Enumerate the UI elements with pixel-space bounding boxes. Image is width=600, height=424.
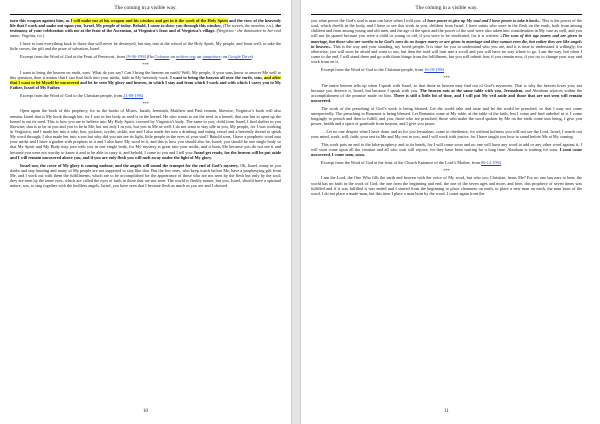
text: This work puts an end to the false-prophecy and to its heads, for I will come soon and no one will have any word to add or any other word against it. I will soon come upon all the creation and all who wait will rejoice, for they have been waiting for a long time. Abraham is waiting for sons.	[311, 141, 582, 152]
bold-text: turn this weapon against him, as	[10, 18, 71, 23]
text: Excerpt from the Word of God to the Christian people, from	[20, 92, 124, 98]
cuframe-link[interactable]: Cuframe	[154, 54, 170, 60]
text: ; on	[220, 54, 229, 60]
section-divider: ***	[142, 100, 149, 106]
bold-text: I soon come uncovered. I come soon, soon.	[311, 147, 582, 158]
section-divider: ***	[443, 167, 450, 173]
paragraph: The work of the preaching of God’s work is being blessed. Let the world take and taste and let the world be preached, so that I may not come unexpectedly. The preaching to Romania is being blessed. Let Romania come at My table, at the table of the faith; lest I come and find unbelief in it. I come longingly to preach and then to fulfill, and you, those who are preached, those who make the word spoken by Me on the earth come into being, I give you power, health and a spirit of gratitude from heaven, and I give you peace.	[311, 105, 582, 127]
excerpt-source	[10, 54, 281, 59]
text: I want to bring the heaven on earth, sons. What do you say? Can I bring the heaven on earth? Well, My people, if your sons know to answer Me well to this question, then it means that I can find faith into your midst, faith in My heavenly work.	[10, 69, 281, 80]
text: )	[251, 54, 253, 60]
paragraph	[10, 70, 281, 91]
bold-italic-text: «The sons of this age marry and are given in marriage, but those who are worthy to be God’s sons do no longer marry or are given in marriage and they cannot even die, but rather they are like angels in heaven».	[311, 33, 582, 49]
text: )	[42, 33, 45, 39]
section-divider: ***	[443, 74, 450, 80]
jumpsiture-link[interactable]: jumpsiture	[202, 54, 221, 60]
paragraph	[311, 142, 582, 157]
text: Oh, Israel, many in you doubt and stay hunting and many of My people are not supposed to stay like that. But the few ones, who keep watch before Me, have a prophesying gift from Me, and I work out with them the fulfillments, which are to be accomplished for the appearance of those who are not seen by the flesh but only by the soul; they are seen by the inner eyes, which are called the eyes of faith in those that are not seen. The world is fleshly nature, but you, Israel, should have a spiritual nature, son, to sing together with the bodiless angels. Israel, you have seen that I became flesh as much as you are and I showed	[10, 162, 281, 189]
section-divider: ***	[142, 61, 149, 67]
date-link[interactable]: 21-08-1994	[123, 92, 144, 98]
page-gutter	[292, 0, 300, 424]
text: Excerpt from the Word of God at the feast of the Church Entrance of the Lord’s Mother, from	[321, 159, 482, 165]
text: Open again the book of this prophecy, for as the books of Moses, Isaiah, Jeremiah, Matthew and Paul remain, likewise, Virginica’s book will also remain, Israel that is My book through her, for I was in her body as seed is in the kernel. He who wants to eat the seed in a kernel, that one has to open up the kernel to eat its seed. This is how you are to believe into My Holy Spirit, covered by Virginica’s body. The same to you, child from Israel, I find shelter in you likewise; that is to be in you and you to be in Me, but not only I in you, but you in Me as well. I do not want to stay idle in you, My people, for I was working in Verginica, and I made her into a rake, hoe, pickaxe, scythe, sickle, axe and I also made her into a drinking and eating vessel and a heavenly thread to speak My word through; I also made her into a son but why did you not see its light, little people in the eyes of your soul? Behold sons, I have a prophetic word into your midst and I have a garden with prophets in it and I also have My word in it, and this is how you should also be, Israel; you should be one single body so that My Spirit and My Body may join with you in one single body, for My mystery is great into your midst, and it hurts Me because you do not see it and because you were not worthy to know it and to be able to carry it, and behold, I come to you and I tell you:	[10, 108, 281, 155]
excerpt-source	[10, 93, 281, 98]
text: on	[169, 54, 176, 60]
bold-text: Israel son, the cover of My glory is coming undone, and the angels will sound the trumpet for the end of God’s mystery.	[20, 162, 239, 168]
bold-italic-text: «I have power to give up My soul and I have power to take it back».	[422, 18, 541, 23]
highlighted-text: and after that I want to let Myself be uncovered	[10, 74, 281, 85]
text: The entire heaven tells up when I speak with Israel, so that those in heaven may find out of God’s mysteries. That is why the heaven loves you; not because you deserve it, Israel, but because I speak with you.	[311, 82, 582, 93]
bold-text: and the view of the heavenly life that I work and make out upon you, Israel, My people of today. Behold, I came to show you through this window,	[10, 18, 281, 29]
running-head-left: The coming in a visible way.	[10, 4, 281, 15]
text: This is the way and your standing, my loved people. It is time for you to understand who you are, and it is time to understand it willingly, for otherwise, you will soon be afraid and want to run, but then the road will turn into a scroll and you will have no way where to go. I am the way, but when I come to the end, I will stand there and go with those things from the fulfillment, but you will inherit fear, if you remain now, if you try to change your way and work from on it.	[311, 43, 583, 65]
date-link[interactable]: 06-12-1994	[481, 159, 501, 165]
text: ; on	[194, 54, 203, 60]
paragraph	[311, 83, 582, 104]
right-page-body	[311, 18, 582, 199]
highlighted-text: I will make use of his weapon and his window and get in it the work of the Holy Spirit	[70, 18, 228, 23]
page-number: 11	[444, 409, 449, 414]
paragraph: … Let no one despise what I have done, and as for you Jerusalem, come to obedience, for without holiness you will not see the Lord. Israel, I search out your mind, work, will, faith, your rest in Me and My rest in you, and I will work with justice, for I have taught you how to stand before Me at My coming.	[311, 128, 582, 140]
date-link[interactable]: 16-10-1994	[424, 67, 445, 72]
running-head-right: The coming in a visible way.	[311, 4, 582, 15]
right-page	[300, 0, 592, 424]
page-number: 10	[143, 409, 148, 414]
text: Excerpt from the Word of God to the Christian people, from	[321, 67, 425, 72]
bold-text: Israel get ready, for the heaven will be put aside and I will remain uncovered above you, and if you are only flesh you will melt away under the light of My glory.	[10, 149, 281, 160]
paragraph: I am the Lord, the One Who fills the earth and heaven with the voice of My word, but who you Christian, hears Me? For no one has ears to hear, the world has no faith in the work of God, the one from the beginning and end, the one of the seven ages and more, and here, this prophecy of seven times was fulfilled and if it was fulfilled it was ended and I started from the beginning to place cleanness on earth, to place a new man on earth, the man born of the word. I do not place a made-man, but this time I place a man born by the word. I count again from the	[311, 175, 582, 196]
excerpt-source	[311, 67, 582, 72]
archive-link[interactable]: archive.org	[175, 54, 195, 60]
excerpt-source	[311, 160, 582, 165]
paragraph: I have to turn everything back to those that will never be destroyed, but stay into at the school of the Holy Spirit, My people, and learn well, to take the little crown, the gift and the prize of salvation, Israel.	[10, 41, 281, 52]
italic-text: (The screen, the monitor, r.n.),	[222, 23, 275, 29]
left-page-body	[10, 18, 281, 191]
text: This is the power of the soul, which dwells in the body, and I have to see this work in you, children from Israel. I have saints who were in the flesh on the earth, both from among children and from among young and old men, and the age of the spirit and the power of the soul were also taken into consideration in My case as well, and you will not be spared because you were a child or young or old, if you were to be vindicated, for it is written:	[311, 18, 582, 39]
google-drive-link[interactable]: Google Drive	[228, 54, 252, 60]
paragraph	[311, 18, 582, 64]
left-page	[0, 0, 292, 424]
date-link[interactable]: 19-06-1994	[125, 54, 146, 60]
bold-text: The heaven eats at the same table with you, Jerusalem,	[419, 87, 524, 93]
italic-text: Vergirica - the diminutive to her real name, Virginia, r.n.	[10, 28, 281, 39]
text: and Abraham rejoices within the accomplishment of the promise made on him.	[311, 87, 582, 98]
paragraph	[10, 18, 281, 39]
bold-text: the testimony of your celebration with me at the feast of the Ascension, at Virginica’s feast and of Vergirica’s village. (	[10, 23, 281, 34]
text: Excerpt from the Word of God at the Feast of Pentecost, from	[20, 54, 126, 60]
text: (On	[145, 54, 155, 60]
bold-text: There is still a little bit of time, and I will put My veil aside and those that are not seen will remain uncovered.	[311, 92, 582, 103]
paragraph	[10, 163, 281, 189]
text: you what power the God’s soul is man can have when I told you:	[311, 18, 423, 23]
bold-text: and let be seen My glory and heaven, in which I stay and from which I work and with which I carry you to My Father, Israel of My Father.	[10, 79, 281, 91]
bold-text: I want to bring the heaven all over the earth, sons,	[170, 74, 265, 80]
paragraph	[10, 108, 281, 160]
